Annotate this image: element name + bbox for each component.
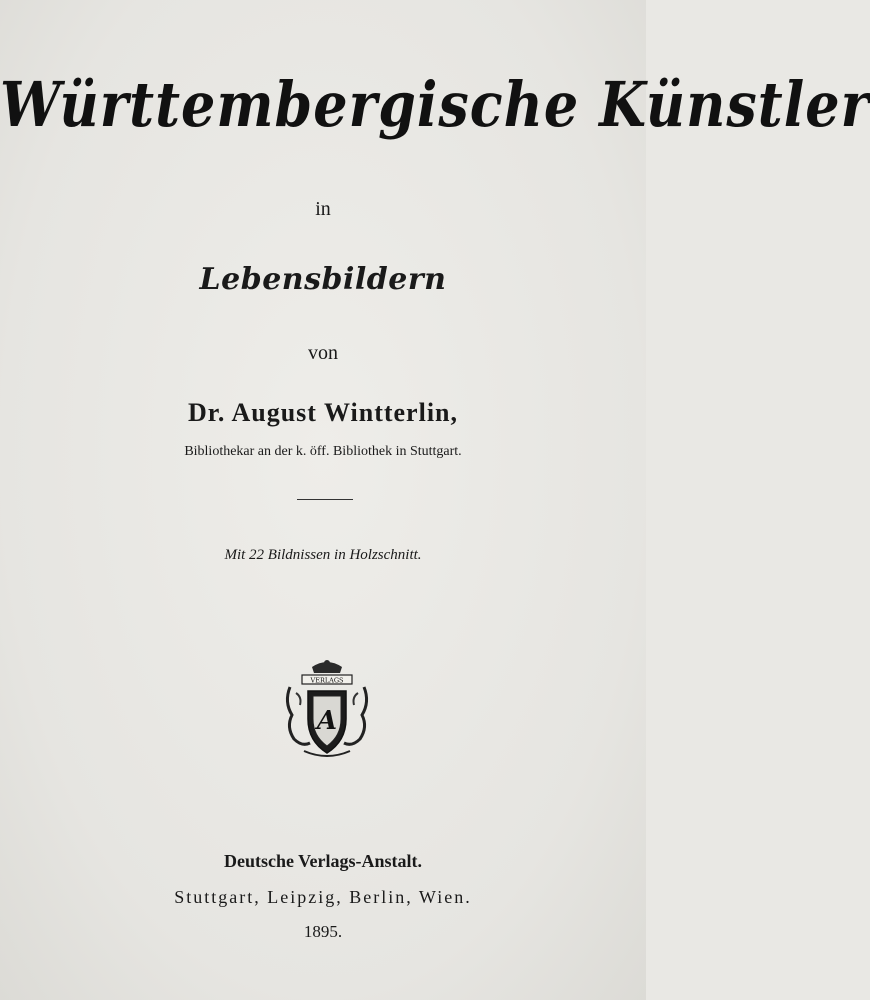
author-role: Bibliothekar an der k. öff. Bibliothek in Stuttgart. xyxy=(184,444,462,459)
publication-year: 1895. xyxy=(303,922,343,941)
book-subtitle: Lebensbildern xyxy=(199,262,447,297)
illustrations-note: Mit 22 Bildnissen in Holzschnitt. xyxy=(224,547,422,563)
emblem-monogram: A xyxy=(316,706,338,736)
divider-rule xyxy=(297,499,353,500)
von-word: von xyxy=(308,342,338,364)
author-name: Dr. August Wintterlin, xyxy=(187,398,458,427)
book-title: Württembergische Künstler xyxy=(0,67,870,141)
emblem-motto: VERLAGS xyxy=(310,676,344,685)
publisher-emblem xyxy=(282,657,372,762)
in-word: in xyxy=(315,198,331,220)
publisher-name: Deutsche Verlags-Anstalt. xyxy=(224,851,422,871)
publication-places: Stuttgart, Leipzig, Berlin, Wien. xyxy=(174,887,472,907)
